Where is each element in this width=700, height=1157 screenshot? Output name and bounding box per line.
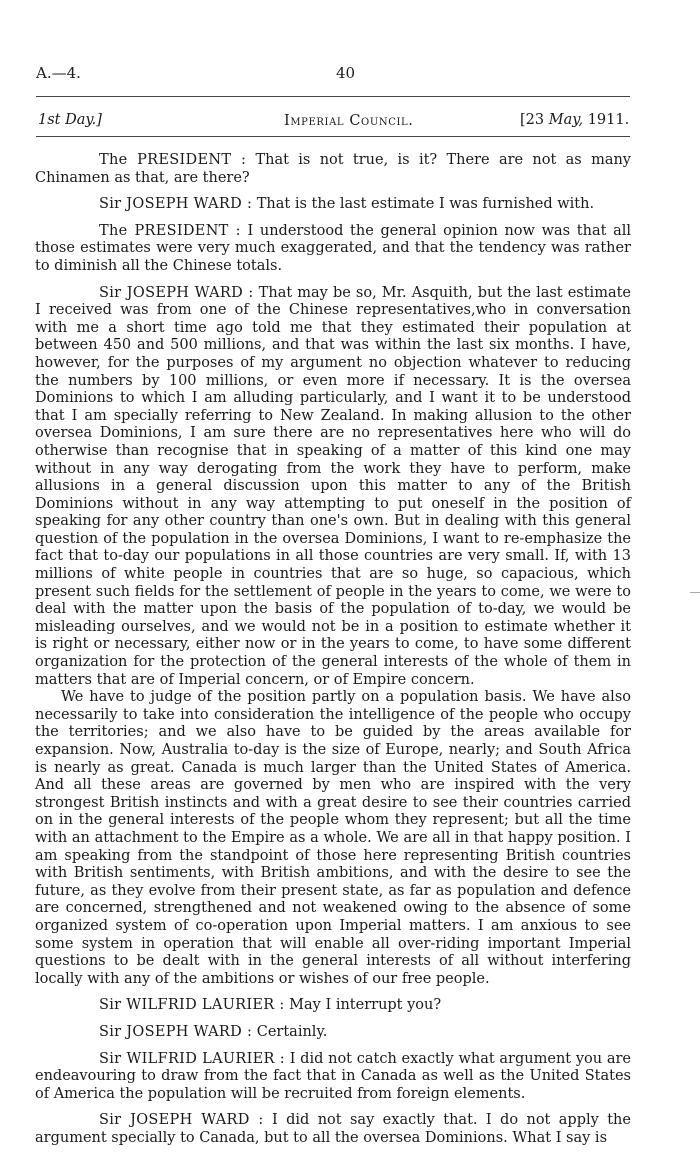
paragraph-text: I understood the general opinion now was that all those estimates were very much exaggerated, and that the tendency was rather to diminish all the Chinese totals. — [35, 222, 631, 274]
speaker-name: Sir JOSEPH WARD : — [99, 1023, 253, 1040]
running-head-title: Imperial Council. — [284, 113, 414, 129]
paragraph-text: Certainly. — [252, 1023, 328, 1040]
running-head-day: 1st Day.] — [38, 112, 102, 128]
paragraph — [35, 196, 631, 214]
paragraph-text: That is the last estimate I was furnished with. — [252, 196, 595, 213]
date-month: May, — [548, 112, 584, 128]
header-rule-bottom — [36, 136, 630, 137]
paragraph — [35, 285, 631, 690]
paragraph — [35, 1112, 631, 1147]
speaker-name: Sir WILFRID LAURIER : — [99, 997, 285, 1014]
speaker-name: Sir WILFRID LAURIER : — [99, 1050, 285, 1067]
paragraph-text: I did not catch exactly what argument you are endeavouring to draw from the fact that in Canada as well as the United States of America the population will be recruited from foreign elements. — [35, 1050, 631, 1102]
running-head-date — [520, 112, 629, 128]
paragraph-text: We have to judge of the position partly on a population basis. We have also necessarily to take into consideration the intelligence of the people who occupy the territories; and we also have to be guided by the areas available for expansion. Now, Australia to-day is the size of Europe, nearly; and South Africa is nearly as great. Canada is much larger than the United States of America. And all these areas are governed by men who are inspired with the very strongest British instincts and with a great desire to see their countries carried on in the general interests of the people whom they represent; but all the time with an attachment to the Empire as a whole. We are all in that happy position. I am speaking from the standpoint of those here representing British countries with British sentiments, with British ambitions, and with the desire to see the future, as they evolve from their present state, as far as population and defence are concerned, strengthened and not weakened owing to the absence of some organized system of co-operation upon Imperial matters. I am anxious to see some system in operation that will enable all over-riding important Imperial questions to be dealt with in the general interests of all without interfering locally with any of the ambitions or wishes of our free people. — [35, 689, 631, 987]
paragraph-text: I did not say exactly that. I do not apply the argument specially to Canada, but to all the oversea Dominions. What I say is — [35, 1112, 631, 1146]
speaker-name: Sir JOSEPH WARD : — [99, 196, 253, 213]
paragraph-text: That is not true, is it? There are not as many Chinamen as that, are there? — [35, 152, 631, 186]
paragraph — [35, 152, 631, 187]
page-number: 40 — [336, 64, 356, 82]
paragraph-text: May I interrupt you? — [284, 997, 442, 1014]
paragraph — [35, 223, 631, 276]
transcript-body — [35, 152, 631, 1147]
paragraph — [35, 689, 631, 988]
speaker-name: The PRESIDENT : — [99, 152, 247, 168]
speaker-name: The PRESIDENT : — [99, 222, 241, 239]
session-reference: A.—4. — [36, 64, 81, 82]
header-rule-top — [36, 96, 630, 97]
date-prefix: [23 — [520, 112, 549, 128]
paragraph-text: That may be so, Mr. Asquith, but the last estimate I received was from one of the Chinese representatives,who in conversation with me a short time ago told me that they estimated their population at between 450 and 500 millions, and that was within the last six months. I have, however, for the purposes of my argument no objection whatever to reducing the numbers by 100 millions, or even more if necessary. It is the oversea Dominions to which I am alluding particularly, and I want it to be understood that I am specially referring to New Zealand. In making allusion to the other oversea Dominions, I am sure there are no representatives here who will do otherwise than recognise that in speaking of a matter of this kind one may without in any way derogating from the work they have to perform, make allusions in a general discussion upon this matter to any of the British Dominions without in any way attempting to put oneself in the position of speaking for any other country than one's own. But in dealing with this general question of the population in the oversea Dominions, I want to re-emphasize the fact that to-day our populations in all those countries are very small. If, with 13 millions of white people in countries that are so huge, so capacious, which present such fields for the settlement of people in the years to come, we were to deal with the matter upon the basis of the population of to-day, we would be misleading ourselves, and we would not be in a position to estimate whether it is right or necessary, either now or in the years to come, to have some different organization for the protection of the general interests of the whole of them in matters that are of Imperial concern, or of Empire concern. — [35, 284, 632, 688]
paragraph — [35, 1051, 631, 1104]
speaker-name: Sir JOSEPH WARD : — [99, 284, 254, 301]
speaker-name: Sir JOSEPH WARD : — [99, 1112, 264, 1129]
paragraph — [35, 997, 631, 1015]
date-year: 1911. — [583, 112, 630, 128]
paragraph — [35, 1024, 631, 1042]
margin-mark — [690, 592, 700, 593]
